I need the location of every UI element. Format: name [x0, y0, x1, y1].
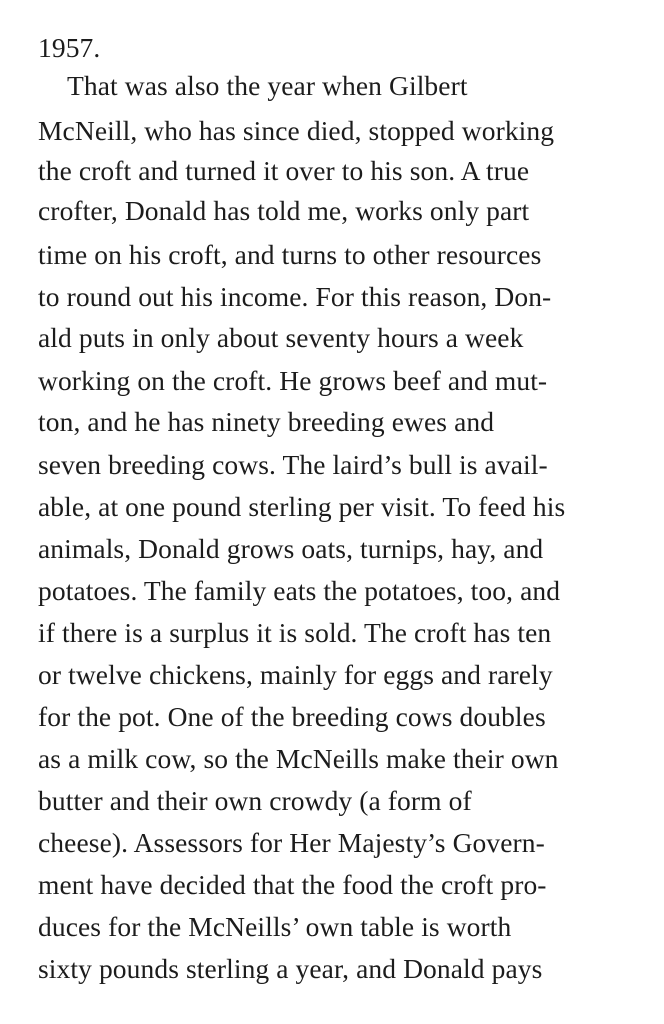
text-line: potatoes. The family eats the potatoes, too, and: [38, 575, 561, 606]
text-line: crofter, Donald has told me, works only part: [38, 195, 530, 226]
text-line: duces for the McNeills’ own table is worth: [38, 911, 512, 942]
text-line: working on the croft. He grows beef and mut-: [38, 365, 548, 396]
text-line: butter and their own crowdy (a form of: [38, 785, 472, 816]
text-line: the croft and turned it over to his son. A true: [38, 155, 530, 186]
text-line: if there is a surplus it is sold. The croft has ten: [38, 617, 552, 648]
text-line-paragraph-start: That was also the year when Gilbert: [67, 70, 468, 101]
text-line: ment have decided that the food the croft pro-: [38, 869, 547, 900]
text-line: able, at one pound sterling per visit. To feed his: [38, 491, 566, 522]
text-line: ton, and he has ninety breeding ewes and: [38, 406, 495, 437]
text-line: ald puts in only about seventy hours a week: [38, 322, 524, 353]
text-line: cheese). Assessors for Her Majesty’s Govern-: [38, 827, 545, 858]
text-line: for the pot. One of the breeding cows doubles: [38, 701, 546, 732]
text-line: McNeill, who has since died, stopped working: [38, 115, 555, 146]
text-line: time on his croft, and turns to other resources: [38, 239, 542, 270]
text-line: sixty pounds sterling a year, and Donald pays: [38, 953, 543, 984]
text-line: animals, Donald grows oats, turnips, hay, and: [38, 533, 544, 564]
text-line: or twelve chickens, mainly for eggs and rarely: [38, 659, 553, 690]
text-line: seven breeding cows. The laird’s bull is avail-: [38, 449, 548, 480]
text-line-year: 1957.: [38, 32, 101, 63]
text-line: to round out his income. For this reason, Don-: [38, 281, 552, 312]
text-line: as a milk cow, so the McNeills make their own: [38, 743, 559, 774]
